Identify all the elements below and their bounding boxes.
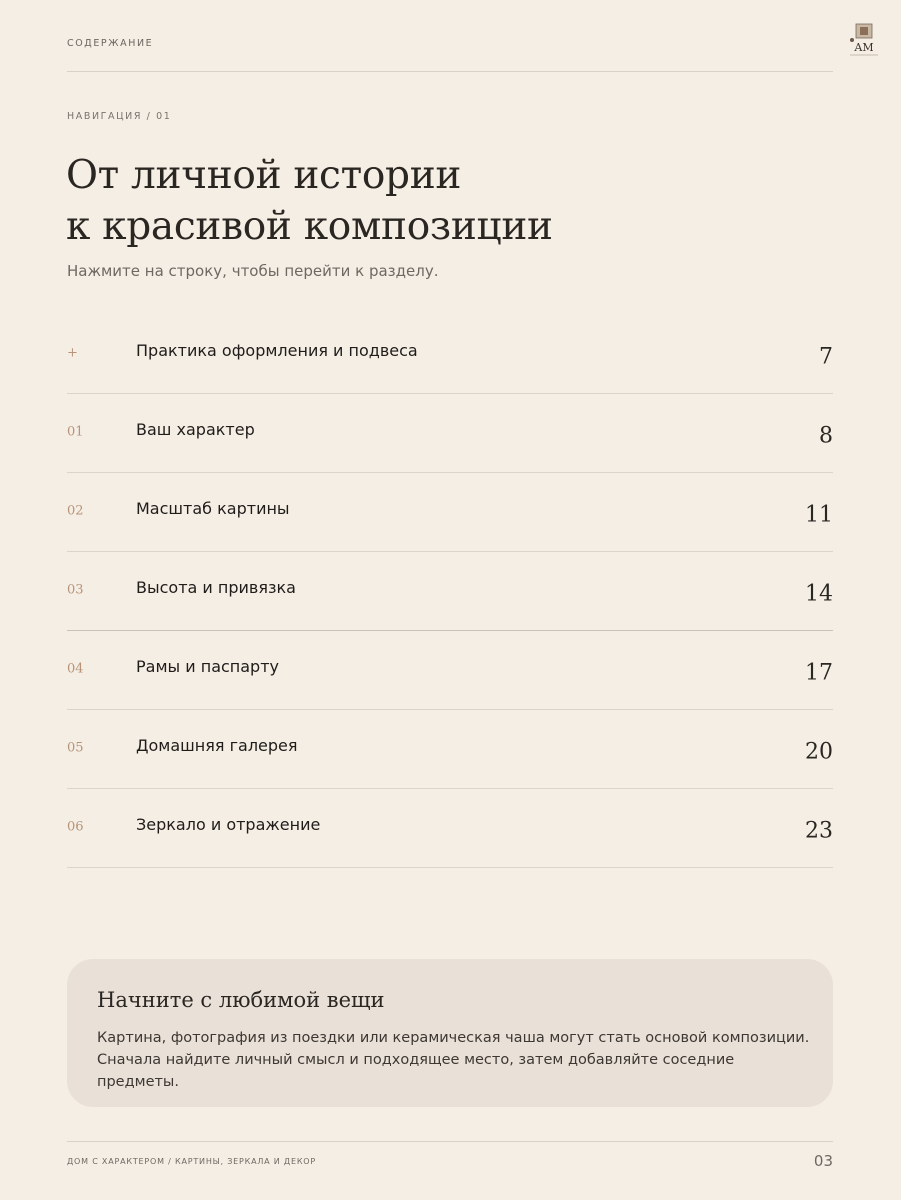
toc-number: 05 bbox=[67, 740, 84, 756]
toc-number: + bbox=[67, 345, 78, 361]
subtitle: Нажмите на строку, чтобы перейти к разделу. bbox=[67, 262, 439, 280]
toc-page-number: 23 bbox=[805, 818, 833, 844]
toc-row-frames[interactable] bbox=[67, 631, 833, 710]
toc-number: 04 bbox=[67, 661, 84, 677]
toc-row-gallery[interactable] bbox=[67, 710, 833, 789]
toc-page-number: 7 bbox=[819, 344, 833, 370]
toc-row-mirror[interactable] bbox=[67, 789, 833, 868]
section-label: СОДЕРЖАНИЕ bbox=[67, 38, 154, 49]
brand-logo-icon bbox=[846, 22, 882, 58]
toc-label[interactable]: Практика оформления и подвеса bbox=[136, 341, 418, 360]
toc-row-scale[interactable] bbox=[67, 473, 833, 552]
toc-label[interactable]: Рамы и паспарту bbox=[136, 657, 279, 676]
page-number: 03 bbox=[813, 1152, 833, 1170]
toc-page-number: 8 bbox=[819, 423, 833, 449]
table-of-contents bbox=[67, 315, 833, 868]
header-divider bbox=[67, 71, 833, 72]
toc-number: 01 bbox=[67, 424, 84, 440]
toc-row-height[interactable] bbox=[67, 552, 833, 631]
title-line-2: к красивой композиции bbox=[66, 204, 553, 249]
toc-label[interactable]: Зеркало и отражение bbox=[136, 815, 321, 834]
toc-label[interactable]: Ваш характер bbox=[136, 420, 255, 439]
toc-label[interactable]: Масштаб картины bbox=[136, 499, 290, 518]
callout-title: Начните с любимой вещи bbox=[97, 988, 385, 1012]
page-title bbox=[66, 150, 553, 252]
toc-row-character[interactable] bbox=[67, 394, 833, 473]
toc-page-number: 20 bbox=[805, 739, 833, 765]
toc-row-practice[interactable] bbox=[67, 315, 833, 394]
toc-number: 02 bbox=[67, 503, 84, 519]
toc-label[interactable]: Высота и привязка bbox=[136, 578, 296, 597]
callout-text: Картина, фотография из поездки или керамическая чаша могут стать основой композиции. Сначала найдите личный смысл и подходящее место, затем добавляйте соседние предметы. bbox=[97, 1030, 810, 1090]
kicker-label: НАВИГАЦИЯ / 01 bbox=[67, 111, 172, 122]
toc-number: 03 bbox=[67, 582, 84, 598]
toc-page-number: 11 bbox=[805, 502, 833, 528]
footer-title: ДОМ С ХАРАКТЕРОМ / КАРТИНЫ, ЗЕРКАЛА И ДЕКОР bbox=[67, 1157, 317, 1166]
tip-callout bbox=[67, 959, 833, 1107]
toc-label[interactable]: Домашняя галерея bbox=[136, 736, 298, 755]
toc-page-number: 17 bbox=[805, 660, 833, 686]
title-line-1: От личной истории bbox=[66, 153, 462, 198]
toc-number: 06 bbox=[67, 819, 84, 835]
toc-page-number: 14 bbox=[805, 581, 833, 607]
svg-text:AM: AM bbox=[854, 41, 874, 54]
footer-divider bbox=[67, 1141, 833, 1142]
